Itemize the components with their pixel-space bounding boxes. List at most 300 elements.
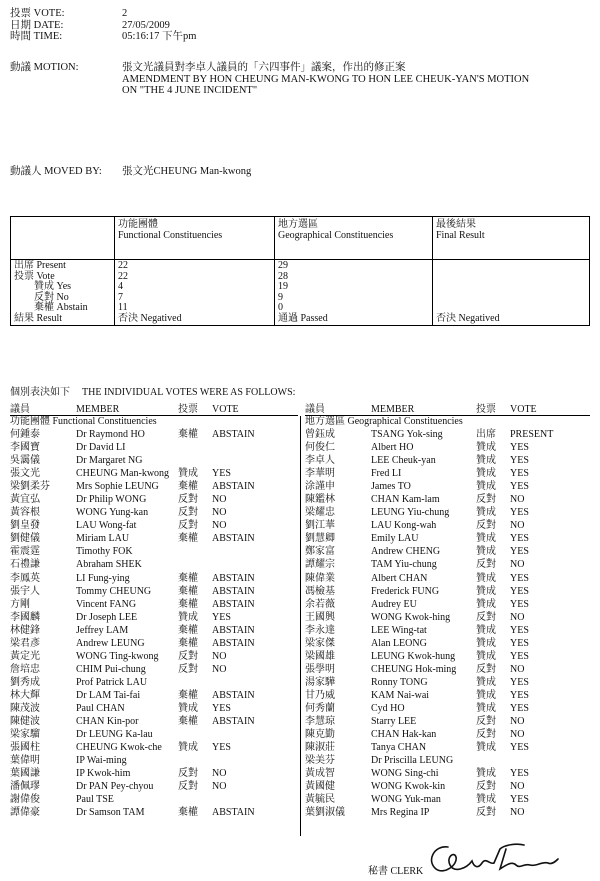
vote-en: YES <box>510 533 529 545</box>
member-row <box>10 545 298 558</box>
member-name-zh: 何鍾泰 <box>10 429 40 440</box>
vote-zh: 贊成 <box>476 507 496 519</box>
member-name-en: CHIM Pui-chung <box>76 663 146 675</box>
final-result: 否決 Negatived <box>436 312 500 324</box>
vote-zh <box>178 545 212 558</box>
vote-en: ABSTAIN <box>212 624 255 636</box>
member-row <box>10 806 298 819</box>
member-row <box>10 650 298 663</box>
member-name-en: Alan LEONG <box>371 637 427 649</box>
member-name-zh: 湯家驊 <box>305 676 335 688</box>
member-name-en: IP Kwok-him <box>76 768 131 780</box>
vote-en: ABSTAIN <box>212 533 255 545</box>
member-name-zh: 謝偉俊 <box>10 794 40 806</box>
vote-en <box>212 754 292 767</box>
member-name-en: Emily LAU <box>371 533 419 545</box>
member-name-en: WONG Yuk-man <box>371 794 441 806</box>
fc-values <box>115 260 275 326</box>
member-name-en: Abraham SHEK <box>76 559 142 571</box>
member-name-en: Dr David LI <box>76 442 126 454</box>
gc-present: 29 <box>278 260 288 271</box>
vote-en <box>212 545 292 558</box>
member-row <box>305 572 590 585</box>
vote-zh: 贊成 <box>476 442 496 454</box>
member-name-en: IP Wai-ming <box>76 755 127 767</box>
vote-zh: 贊成 <box>178 702 198 714</box>
member-row <box>305 637 590 650</box>
member-row <box>10 637 298 650</box>
vote-zh: 贊成 <box>476 546 496 558</box>
member-name-zh: 劉江華 <box>305 520 335 532</box>
member-row <box>10 715 298 728</box>
member-name-en: CHAN Hak-kan <box>371 729 437 741</box>
vote-en: NO <box>510 559 525 571</box>
member-name-en: Dr Joseph LEE <box>76 611 138 623</box>
member-name-en: LAU Wong-fat <box>76 520 137 532</box>
result-label: 結果 Result <box>14 312 63 324</box>
member-name-zh: 甘乃威 <box>305 689 335 701</box>
vote-zh: 棄權 <box>178 533 198 545</box>
member-row <box>10 624 298 637</box>
member-row <box>305 780 590 793</box>
vote-zh: 反對 <box>476 807 496 819</box>
vote-zh: 贊成 <box>476 481 496 493</box>
gc-column-header <box>305 402 590 416</box>
vote-zh <box>178 454 212 467</box>
member-row <box>305 715 590 728</box>
member-row <box>10 767 298 780</box>
member-row <box>305 585 590 598</box>
vote-en-header: VOTE <box>212 404 239 415</box>
member-en-header: MEMBER <box>76 404 120 415</box>
member-row <box>10 519 298 532</box>
vote-en: ABSTAIN <box>212 716 255 728</box>
vote-zh-header: 投票 <box>476 404 496 415</box>
vote-zh: 贊成 <box>476 676 496 688</box>
vote-en: NO <box>212 781 227 793</box>
fc-vote: 22 <box>118 270 128 282</box>
member-name-en: Paul CHAN <box>76 702 125 714</box>
vote-zh <box>178 754 212 767</box>
member-row <box>10 689 298 702</box>
member-name-en: Andrew CHENG <box>371 546 441 558</box>
member-name-zh: 梁家騮 <box>10 729 40 741</box>
member-name-en: Paul TSE <box>76 794 114 806</box>
member-name-zh: 詹培忠 <box>10 663 40 675</box>
vote-zh: 反對 <box>476 716 496 728</box>
vote-en: YES <box>510 689 529 701</box>
vote-zh <box>178 728 212 741</box>
member-en-header: MEMBER <box>371 404 415 415</box>
clerk-signature <box>420 835 560 879</box>
member-row <box>10 728 298 741</box>
member-name-en: Dr PAN Pey-chyou <box>76 781 154 793</box>
member-name-en: Vincent FANG <box>76 598 137 610</box>
vote-zh: 反對 <box>476 663 496 675</box>
fc-header <box>115 217 275 260</box>
vote-en: NO <box>510 663 525 675</box>
member-row <box>305 532 590 545</box>
motion-label: 動議 MOTION: <box>10 62 79 73</box>
vote-header <box>10 8 196 43</box>
gc-values <box>275 260 433 326</box>
vote-en: PRESENT <box>510 429 554 440</box>
member-row <box>305 741 590 754</box>
member-name-en: Dr Raymond HO <box>76 429 145 440</box>
motion-english: AMENDMENT BY HON CHEUNG MAN-KWONG TO HON LEE CHEUK-YAN'S MOTION ON "THE 4 JUNE INCIDENT" <box>122 73 530 96</box>
member-row <box>305 558 590 571</box>
member-name-en: LAU Kong-wah <box>371 520 437 532</box>
member-name-en: Dr Samson TAM <box>76 807 145 819</box>
member-name-zh: 潘佩璆 <box>10 781 40 793</box>
member-name-zh: 陳鑑林 <box>305 494 335 506</box>
gc-result: 通過 Passed <box>278 312 328 324</box>
member-row <box>10 467 298 480</box>
member-name-zh: 方剛 <box>10 598 30 610</box>
date-label: 日期 DATE: <box>10 19 64 31</box>
member-row <box>10 676 298 689</box>
member-row <box>10 585 298 598</box>
member-name-zh: 譚偉豪 <box>10 807 40 819</box>
fc-header-en: Functional Constituencies <box>118 229 223 241</box>
vote-en <box>510 754 580 767</box>
vote-zh: 贊成 <box>476 637 496 649</box>
member-row <box>10 598 298 611</box>
vote-zh: 棄權 <box>178 716 198 728</box>
fc-no: 7 <box>118 291 123 303</box>
member-name-en: Mrs Regina IP <box>371 807 430 819</box>
vote-zh: 反對 <box>178 781 198 793</box>
vote-en: YES <box>212 742 231 754</box>
final-header-en: Final Result <box>436 229 485 241</box>
motion-chinese: 張文光議員對李卓人議員的「六四事件」議案，作出的修正案 <box>122 62 406 73</box>
date-value: 27/05/2009 <box>122 19 170 31</box>
individual-title-en: THE INDIVIDUAL VOTES WERE AS FOLLOWS: <box>82 387 296 398</box>
vote-en: NO <box>212 520 227 532</box>
vote-en: YES <box>212 611 231 623</box>
member-name-en: Cyd HO <box>371 702 405 714</box>
vote-en <box>212 441 292 454</box>
fc-group-heading: 功能團體 Functional Constituencies <box>10 416 157 427</box>
member-row <box>305 754 590 767</box>
member-row <box>305 702 590 715</box>
member-row <box>10 480 298 493</box>
member-name-en: CHEUNG Kwok-che <box>76 742 162 754</box>
vote-zh: 反對 <box>178 768 198 780</box>
vote-zh: 反對 <box>476 781 496 793</box>
vote-value: 2 <box>122 8 128 19</box>
vote-en: YES <box>212 468 231 480</box>
vote-en: ABSTAIN <box>212 572 255 584</box>
fc-present: 22 <box>118 260 128 271</box>
member-name-zh: 李慧琼 <box>305 716 335 728</box>
vote-en <box>212 454 292 467</box>
member-row <box>305 428 590 441</box>
vote-zh: 贊成 <box>476 585 496 597</box>
member-name-en: Timothy FOK <box>76 546 133 558</box>
vote-zh: 贊成 <box>476 768 496 780</box>
member-name-en: LEE Wing-tat <box>371 624 427 636</box>
member-name-en: CHEUNG Man-kwong <box>76 468 170 480</box>
member-row <box>305 689 590 702</box>
member-row <box>305 480 590 493</box>
motion-block <box>10 62 532 97</box>
vote-zh: 棄權 <box>178 689 198 701</box>
moved-by <box>10 166 251 178</box>
vote-zh <box>178 441 212 454</box>
member-row <box>305 493 590 506</box>
member-row <box>10 663 298 676</box>
vote-en: ABSTAIN <box>212 429 255 440</box>
vote-zh: 贊成 <box>178 468 198 480</box>
member-row <box>305 467 590 480</box>
member-name-en: Frederick FUNG <box>371 585 440 597</box>
member-row <box>305 728 590 741</box>
vote-zh: 反對 <box>476 559 496 571</box>
member-name-en: TSANG Yok-sing <box>371 429 443 440</box>
member-name-en: Dr LAM Tai-fai <box>76 689 141 701</box>
member-name-zh: 黃定光 <box>10 650 40 662</box>
member-name-zh: 陳淑莊 <box>305 742 335 754</box>
vote-en: NO <box>510 781 525 793</box>
vote-en: YES <box>510 481 529 493</box>
member-name-zh: 劉慧卿 <box>305 533 335 545</box>
member-name-zh: 陳健波 <box>10 716 40 728</box>
member-name-zh: 何秀蘭 <box>305 702 335 714</box>
vote-en: NO <box>510 520 525 532</box>
member-row <box>10 611 298 624</box>
vote-zh: 贊成 <box>476 702 496 714</box>
vote-zh: 贊成 <box>476 533 496 545</box>
vote-zh: 出席 <box>476 429 496 440</box>
member-name-zh: 曾鈺成 <box>305 429 335 440</box>
member-name-zh: 霍震霆 <box>10 546 40 558</box>
member-name-zh: 葉偉明 <box>10 755 40 767</box>
fc-column-header <box>10 402 298 416</box>
individual-title-zh: 個別表決如下 <box>10 387 70 398</box>
member-zh-header: 議員 <box>10 404 30 415</box>
vote-zh: 反對 <box>476 494 496 506</box>
vote-en: YES <box>510 442 529 454</box>
result-table <box>10 216 590 326</box>
member-name-zh: 林大輝 <box>10 689 40 701</box>
member-name-en: Fred LI <box>371 468 402 480</box>
vote-zh: 棄權 <box>178 624 198 636</box>
moved-by-label: 動議人 MOVED BY: <box>10 166 102 177</box>
member-name-en: James TO <box>371 481 411 493</box>
member-row <box>10 493 298 506</box>
member-name-zh: 黃容根 <box>10 507 40 519</box>
member-row <box>10 506 298 519</box>
row-labels <box>11 260 115 326</box>
member-zh-header: 議員 <box>305 404 325 415</box>
member-name-en: CHAN Kam-lam <box>371 494 440 506</box>
vote-en <box>212 728 292 741</box>
fc-result: 否決 Negatived <box>118 312 182 324</box>
member-name-zh: 李國寶 <box>10 442 40 454</box>
vote-en: NO <box>510 611 525 623</box>
member-row <box>305 650 590 663</box>
member-name-en: Tommy CHEUNG <box>76 585 152 597</box>
member-name-zh: 譚耀宗 <box>305 559 335 571</box>
vote-en: NO <box>212 663 227 675</box>
member-name-zh: 吳靄儀 <box>10 455 40 467</box>
member-name-zh: 黃成智 <box>305 768 335 780</box>
member-row <box>305 663 590 676</box>
member-name-zh: 李鳳英 <box>10 572 40 584</box>
abstain-label: 棄權 Abstain <box>34 302 88 313</box>
column-divider <box>300 416 301 836</box>
member-name-zh: 何俊仁 <box>305 442 335 454</box>
vote-en: NO <box>510 729 525 741</box>
vote-en-header: VOTE <box>510 404 537 415</box>
member-row <box>305 767 590 780</box>
fc-member-list <box>10 428 298 819</box>
member-row <box>10 532 298 545</box>
vote-en: NO <box>212 650 227 662</box>
vote-zh: 贊成 <box>476 598 496 610</box>
member-name-zh: 林健鋒 <box>10 624 40 636</box>
member-name-en: WONG Sing-chi <box>371 768 439 780</box>
fc-vote-column <box>10 402 298 836</box>
vote-zh: 反對 <box>178 507 198 519</box>
member-name-zh: 黃宜弘 <box>10 494 40 506</box>
member-name-en: WONG Kwok-hing <box>371 611 451 623</box>
vote-zh: 棄權 <box>178 481 198 493</box>
gc-header-zh: 地方選區 <box>278 219 318 230</box>
vote-zh: 棄權 <box>178 585 198 597</box>
member-row <box>305 793 590 806</box>
vote-en: NO <box>212 507 227 519</box>
vote-en: YES <box>510 455 529 467</box>
vote-zh: 贊成 <box>178 742 198 754</box>
vote-en: YES <box>510 637 529 649</box>
member-name-en: Starry LEE <box>371 716 417 728</box>
vote-zh <box>178 676 212 689</box>
no-label: 反對 No <box>34 291 69 303</box>
member-row <box>305 676 590 689</box>
member-name-en: WONG Yung-kan <box>76 507 149 519</box>
vote-zh: 贊成 <box>476 455 496 467</box>
vote-zh: 反對 <box>178 520 198 532</box>
member-row <box>10 754 298 767</box>
vote-zh: 贊成 <box>476 689 496 701</box>
vote-en: NO <box>510 716 525 728</box>
member-name-zh: 黃國健 <box>305 781 335 793</box>
fc-abstain: 11 <box>118 302 128 313</box>
vote-zh: 贊成 <box>476 742 496 754</box>
member-row <box>305 624 590 637</box>
clerk-label: 秘書 CLERK <box>368 866 424 877</box>
vote-zh: 反對 <box>178 494 198 506</box>
vote-en: YES <box>510 468 529 480</box>
vote-count-label: 投票 Vote <box>14 270 55 282</box>
member-name-en: Ronny TONG <box>371 676 428 688</box>
member-name-zh: 陳克勤 <box>305 729 335 741</box>
final-header-zh: 最後結果 <box>436 219 476 230</box>
member-name-en: Tanya CHAN <box>371 742 427 754</box>
vote-zh: 贊成 <box>178 611 198 623</box>
member-name-en: Dr Philip WONG <box>76 494 147 506</box>
member-name-en: CHAN Kin-por <box>76 716 139 728</box>
member-row <box>305 506 590 519</box>
moved-by-value: 張文光CHEUNG Man-kwong <box>122 166 252 177</box>
member-name-en: Miriam LAU <box>76 533 130 545</box>
member-name-en: Albert HO <box>371 442 414 454</box>
vote-en: ABSTAIN <box>212 689 255 701</box>
vote-label: 投票 VOTE: <box>10 8 65 19</box>
vote-en <box>212 558 292 571</box>
vote-en: NO <box>510 807 525 819</box>
member-name-en: LI Fung-ying <box>76 572 130 584</box>
final-values <box>433 260 590 326</box>
vote-en: YES <box>510 624 529 636</box>
vote-zh <box>476 754 510 767</box>
member-name-en: CHEUNG Hok-ming <box>371 663 457 675</box>
member-name-zh: 石禮謙 <box>10 559 40 571</box>
vote-zh: 棄權 <box>178 598 198 610</box>
vote-en: YES <box>510 598 529 610</box>
member-name-zh: 王國興 <box>305 611 335 623</box>
member-name-en: Jeffrey LAM <box>76 624 129 636</box>
member-row <box>10 428 298 441</box>
yes-label: 贊成 Yes <box>34 281 72 292</box>
member-name-zh: 劉秀成 <box>10 676 40 688</box>
member-name-en: Mrs Sophie LEUNG <box>76 481 159 493</box>
member-name-zh: 梁美芬 <box>305 755 335 767</box>
vote-zh: 棄權 <box>178 807 198 819</box>
member-name-en: Dr LEUNG Ka-lau <box>76 729 153 741</box>
member-name-en: Audrey EU <box>371 598 417 610</box>
member-name-zh: 張宇人 <box>10 585 40 597</box>
vote-zh: 反對 <box>476 611 496 623</box>
gc-member-list <box>305 428 590 819</box>
vote-en: ABSTAIN <box>212 637 255 649</box>
member-row <box>10 441 298 454</box>
vote-en: YES <box>510 585 529 597</box>
member-name-zh: 梁國雄 <box>305 650 335 662</box>
gc-header <box>275 217 433 260</box>
gc-header-en: Geographical Constituencies <box>278 229 394 241</box>
member-name-zh: 張文光 <box>10 468 40 480</box>
member-name-zh: 張國柱 <box>10 742 40 754</box>
vote-en: YES <box>510 507 529 519</box>
individual-votes <box>10 402 590 836</box>
vote-zh: 棄權 <box>178 572 198 584</box>
member-row <box>10 793 298 806</box>
individual-votes-title <box>10 383 295 398</box>
vote-zh: 贊成 <box>476 794 496 806</box>
member-row <box>10 741 298 754</box>
vote-en: ABSTAIN <box>212 598 255 610</box>
vote-en: YES <box>510 742 529 754</box>
present-label: 出席 Present <box>14 260 66 271</box>
vote-zh: 反對 <box>476 520 496 532</box>
vote-zh: 贊成 <box>476 572 496 584</box>
member-name-zh: 張學明 <box>305 663 335 675</box>
member-name-zh: 劉健儀 <box>10 533 40 545</box>
member-name-en: WONG Kwok-kin <box>371 781 446 793</box>
member-name-en: Albert CHAN <box>371 572 428 584</box>
vote-zh-header: 投票 <box>178 404 198 415</box>
member-row <box>305 545 590 558</box>
member-name-zh: 李華明 <box>305 468 335 480</box>
gc-vote-column <box>305 402 590 836</box>
member-row <box>305 806 590 819</box>
member-row <box>305 441 590 454</box>
member-row <box>10 702 298 715</box>
vote-en: YES <box>510 768 529 780</box>
